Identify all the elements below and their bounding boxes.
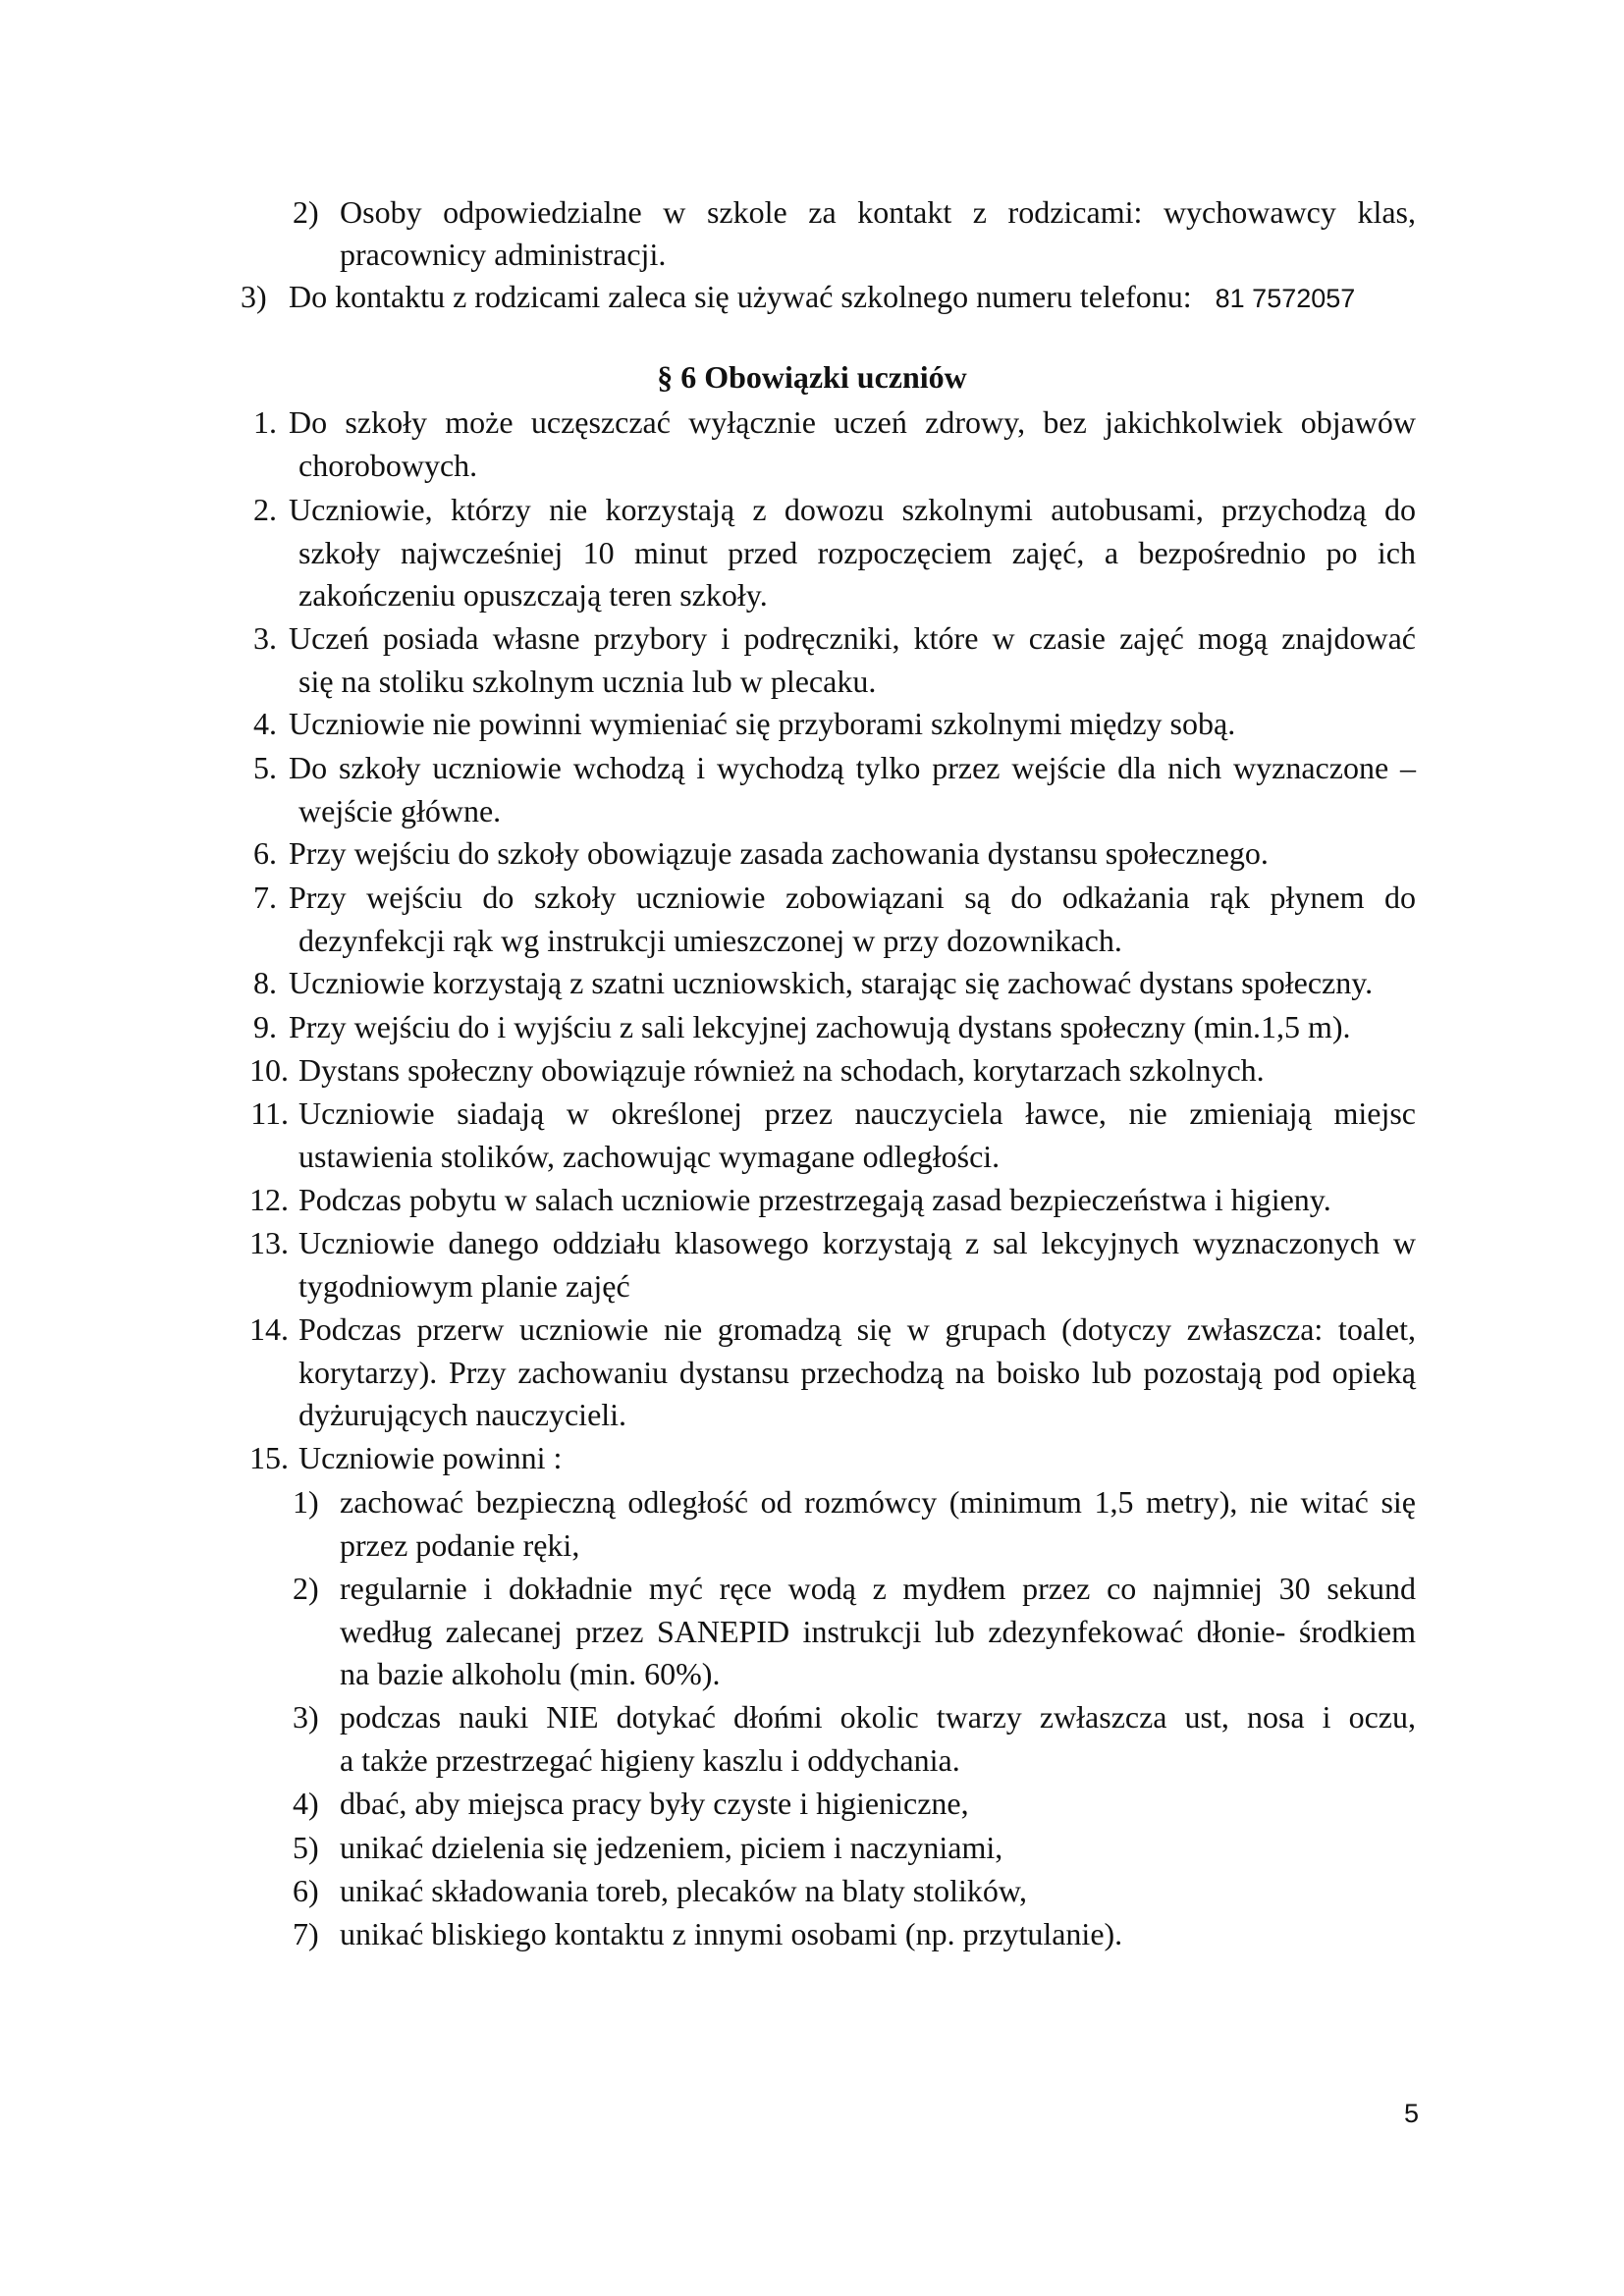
duty-item-number: 2. <box>253 492 277 527</box>
duty-item-number: 13. <box>249 1225 289 1260</box>
duty-subitem-number: 1) <box>293 1484 319 1520</box>
duty-item-line: Uczniowie powinni : <box>298 1440 563 1475</box>
school-phone-number: 81 7572057 <box>1215 284 1356 313</box>
duty-subitem-line: regularnie i dokładnie myć ręce wodą z mydłem przez co najmniej 30 sekund <box>340 1571 1416 1606</box>
duty-item-line: wejście główne. <box>298 792 502 828</box>
duty-item-line: Uczniowie danego oddziału klasowego korzystają z sal lekcyjnych wyznaczonych w <box>298 1225 1416 1260</box>
duty-item-line: szkoły najwcześniej 10 minut przed rozpoczęciem zajęć, a bezpośrednio po ich <box>298 534 1416 570</box>
page-number: 5 <box>1404 2099 1420 2128</box>
duty-item-number: 1. <box>253 404 277 440</box>
duty-subitem-line: a także przestrzegać higieny kaszlu i oddychania. <box>340 1741 960 1778</box>
duty-item-number: 12. <box>249 1182 289 1217</box>
duty-subitem-line: na bazie alkoholu (min. 60%). <box>340 1656 721 1691</box>
intro-item-2-line-1: Osoby odpowiedzialne w szkole za kontakt z rodzicami: wychowawcy klas, <box>340 194 1416 230</box>
duty-item-line: ustawienia stolików, zachowując wymagane odległości. <box>298 1138 1001 1174</box>
intro-item-3-number: 3) <box>241 279 267 314</box>
duty-subitem-line: unikać bliskiego kontaktu z innymi osobami (np. przytulanie). <box>340 1916 1123 1951</box>
intro-item-2-number: 2) <box>293 194 319 230</box>
duty-item-line: Podczas pobytu w salach uczniowie przestrzegają zasad bezpieczeństwa i higieny. <box>298 1182 1331 1217</box>
duty-item-line: Dystans społeczny obowiązuje również na schodach, korytarzach szkolnych. <box>298 1052 1265 1088</box>
duty-item-line: korytarzy). Przy zachowaniu dystansu przechodzą na boisko lub pozostają pod opieką <box>298 1354 1416 1390</box>
intro-item-3-text <box>289 275 1355 320</box>
duty-item-line: Uczniowie siadają w określonej przez nauczyciela ławce, nie zmieniają miejsc <box>298 1095 1416 1131</box>
duty-item-line: Uczniowie korzystają z szatni uczniowskich, starając się zachować dystans społeczny. <box>289 965 1374 1000</box>
duty-item-line: chorobowych. <box>298 447 478 483</box>
duty-item-line: dezynfekcji rąk wg instrukcji umieszczonej w przy dozownikach. <box>298 922 1122 958</box>
duty-item-number: 8. <box>253 965 277 1000</box>
duty-subitem-line: unikać dzielenia się jedzeniem, piciem i naczyniami, <box>340 1830 1003 1865</box>
duty-item-line: Podczas przerw uczniowie nie gromadzą się w grupach (dotyczy zwłaszcza: toalet, <box>298 1311 1416 1347</box>
duty-item-number: 14. <box>249 1311 289 1347</box>
duty-subitem-number: 7) <box>293 1916 319 1951</box>
duty-item-number: 5. <box>253 750 277 785</box>
duty-item-number: 10. <box>249 1052 289 1088</box>
duty-item-number: 15. <box>249 1440 289 1475</box>
duty-subitem-number: 4) <box>293 1786 319 1821</box>
duty-subitem-line: dbać, aby miejsca pracy były czyste i higieniczne, <box>340 1786 969 1821</box>
duty-item-line: dyżurujących nauczycieli. <box>298 1397 627 1432</box>
duty-item-number: 11. <box>250 1095 289 1131</box>
duty-item-number: 9. <box>253 1009 277 1044</box>
duty-item-line: Przy wejściu do szkoły obowiązuje zasada zachowania dystansu społecznego. <box>289 835 1269 871</box>
duty-subitem-line: podczas nauki NIE dotykać dłońmi okolic twarzy zwłaszcza ust, nosa i oczu, <box>340 1699 1416 1735</box>
duty-subitem-line: unikać składowania toreb, plecaków na blaty stolików, <box>340 1873 1027 1908</box>
duty-item-line: Do szkoły może uczęszczać wyłącznie uczeń zdrowy, bez jakichkolwiek objawów <box>289 404 1416 440</box>
duty-item-number: 3. <box>253 620 277 656</box>
duty-item-line: Przy wejściu do szkoły uczniowie zobowiązani są do odkażania rąk płynem do <box>289 880 1416 915</box>
duty-subitem-number: 2) <box>293 1571 319 1606</box>
duty-item-line: zakończeniu opuszczają teren szkoły. <box>298 577 768 613</box>
duty-subitem-number: 3) <box>293 1699 319 1735</box>
duty-item-line: Uczniowie nie powinni wymieniać się przyborami szkolnymi między sobą. <box>289 706 1236 741</box>
duty-subitem-number: 6) <box>293 1873 319 1908</box>
duty-subitem-line: według zalecanej przez SANEPID instrukcji lub zdezynfekować dłonie- środkiem <box>340 1613 1416 1649</box>
duty-item-line: Przy wejściu do i wyjściu z sali lekcyjnej zachowują dystans społeczny (min.1,5 m). <box>289 1009 1351 1044</box>
duty-item-line: Uczeń posiada własne przybory i podręczniki, które w czasie zajęć mogą znajdować <box>289 620 1416 656</box>
duty-item-number: 7. <box>253 880 277 915</box>
duty-item-number: 4. <box>253 706 277 741</box>
duty-subitem-line: zachować bezpieczną odległość od rozmówcy (minimum 1,5 metry), nie witać się <box>340 1484 1416 1520</box>
duty-item-line: tygodniowym planie zajęć <box>298 1267 630 1304</box>
duty-item-number: 6. <box>253 835 277 871</box>
duty-item-line: się na stoliku szkolnym ucznia lub w plecaku. <box>298 663 877 699</box>
duty-item-line: Uczniowie, którzy nie korzystają z dowozu szkolnymi autobusami, przychodzą do <box>289 492 1416 527</box>
duty-item-line: Do szkoły uczniowie wchodzą i wychodzą tylko przez wejście dla nich wyznaczone – <box>289 750 1416 785</box>
duty-subitem-line: przez podanie ręki, <box>340 1526 580 1563</box>
duty-subitem-number: 5) <box>293 1830 319 1865</box>
intro-item-2-line-2: pracownicy administracji. <box>340 237 667 272</box>
intro-item-3-label: Do kontaktu z rodzicami zaleca się używać szkolnego numeru telefonu: <box>289 279 1192 314</box>
section-heading: § 6 Obowiązki uczniów <box>657 359 967 395</box>
